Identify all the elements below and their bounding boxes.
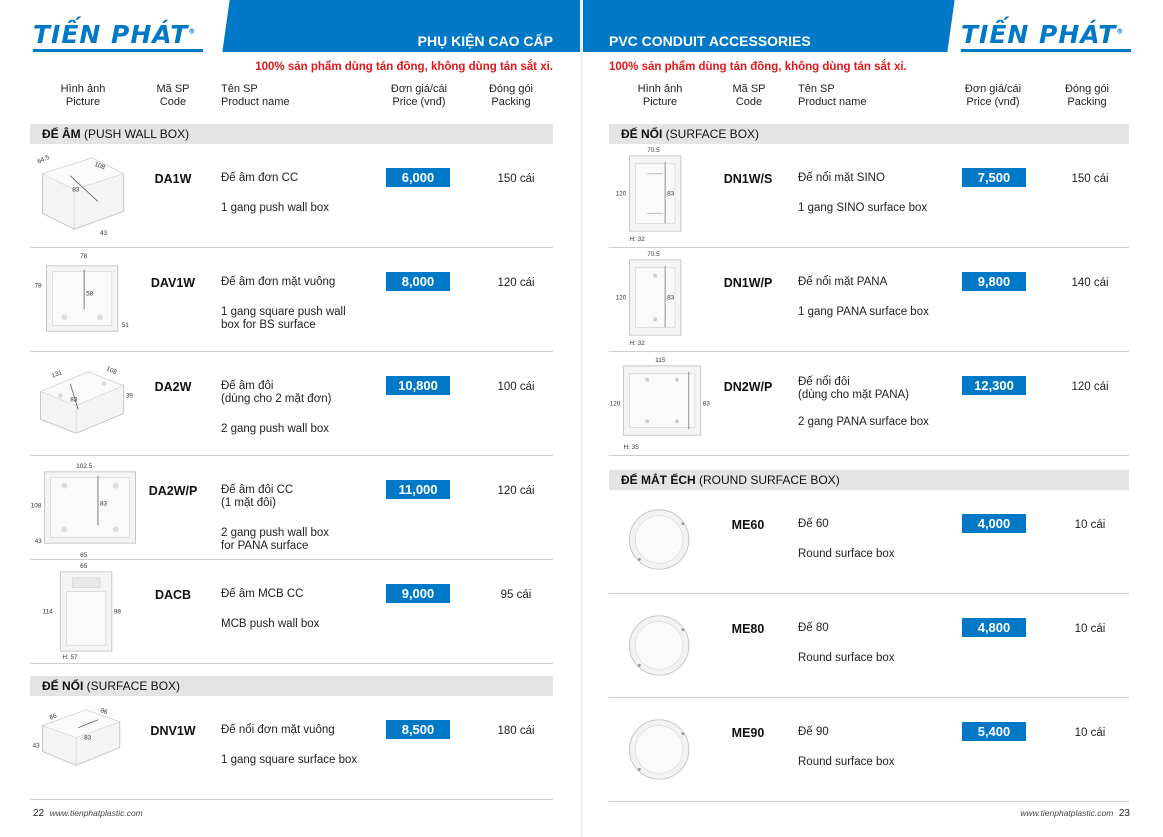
- svg-text:86: 86: [99, 707, 109, 717]
- product-name-en: 1 gang push wall box: [221, 202, 330, 214]
- table-row: [609, 698, 1129, 802]
- price-badge: 4,800: [962, 618, 1026, 637]
- product-name-en: 2 gang push wall box: [221, 423, 330, 435]
- col-header-packing: Đóng gói Packing: [1064, 83, 1110, 108]
- product-name: Đế 90: [798, 726, 829, 738]
- product-name-en: 1 gang square push wall box for BS surface: [221, 306, 346, 331]
- svg-text:58: 58: [86, 290, 94, 298]
- svg-text:64.5: 64.5: [36, 153, 51, 166]
- right-page: [583, 0, 1163, 837]
- product-code: DN1W/P: [723, 276, 773, 290]
- packing-qty: 150 cái: [497, 173, 535, 185]
- svg-text:39: 39: [125, 392, 133, 400]
- price-badge: 11,000: [386, 480, 450, 499]
- product-image: [30, 352, 160, 455]
- svg-text:108: 108: [93, 161, 106, 172]
- price-badge: 7,500: [962, 168, 1026, 187]
- product-name-en: 2 gang push wall box for PANA surface: [221, 527, 330, 552]
- price-badge: 4,000: [962, 514, 1026, 533]
- page-number: 22: [33, 808, 45, 819]
- page-header: [0, 0, 580, 52]
- product-name-en: MCB push wall box: [221, 618, 320, 630]
- subtitle-note: 100% sản phẩm dùng tán đồng, không dùng tán sắt xi.: [609, 61, 907, 73]
- product-name: Đế nổi đôi (dùng cho mặt PANA): [798, 376, 910, 401]
- svg-text:78: 78: [80, 252, 88, 260]
- packing-qty: 180 cái: [497, 725, 535, 737]
- product-image: [609, 594, 739, 697]
- price-badge: 9,800: [962, 272, 1026, 291]
- packing-qty: 150 cái: [1071, 173, 1109, 185]
- product-name: Đế âm đơn CC: [221, 172, 299, 184]
- product-code: DACB: [154, 588, 192, 602]
- table-row: [609, 352, 1129, 456]
- product-name: Đế nổi đơn mặt vuông: [221, 724, 335, 736]
- table-row: [30, 456, 553, 560]
- price-badge: 8,500: [386, 720, 450, 739]
- price-badge: 9,000: [386, 584, 450, 603]
- table-row: [609, 594, 1129, 698]
- svg-text:83: 83: [84, 734, 92, 742]
- page-number: 23: [1118, 808, 1130, 819]
- packing-qty: 120 cái: [497, 485, 535, 497]
- price-badge: 10,800: [386, 376, 450, 395]
- packing-qty: 95 cái: [500, 589, 532, 601]
- product-code: DN2W/P: [723, 380, 773, 394]
- product-image: [30, 248, 160, 351]
- section-surface-box: ĐẾ NỔI (SURFACE BOX): [30, 676, 553, 696]
- svg-text:70.5: 70.5: [647, 250, 660, 258]
- product-image: [609, 248, 739, 351]
- product-code: DNV1W: [150, 724, 196, 738]
- table-row: [30, 352, 553, 456]
- svg-text:120: 120: [609, 400, 621, 408]
- website-link[interactable]: www.tienphatplastic.com: [1020, 808, 1114, 818]
- svg-text:43: 43: [99, 230, 108, 238]
- product-name-en: Round surface box: [798, 756, 895, 768]
- price-badge: 6,000: [386, 168, 450, 187]
- svg-text:78: 78: [34, 282, 42, 290]
- product-name: Đế âm MCB CC: [221, 588, 304, 600]
- subtitle-note: 100% sản phẩm dùng tán đồng, không dùng tán sắt xi.: [255, 61, 553, 73]
- col-header-price: Đơn giá/cái Price (vnđ): [390, 83, 448, 108]
- price-badge: 12,300: [962, 376, 1026, 395]
- svg-text:H: 32: H: 32: [629, 340, 645, 348]
- header-title: PHỤ KIỆN CAO CẤP: [417, 33, 553, 49]
- header-title: PVC CONDUIT ACCESSORIES: [609, 33, 811, 49]
- product-name: Đế nổi mặt SINO: [798, 172, 885, 184]
- brand-logo: TIẾN PHÁT®: [33, 20, 197, 49]
- product-code: DA2W: [154, 380, 192, 394]
- table-row: [609, 248, 1129, 352]
- col-header-picture: Hình ảnh Picture: [60, 83, 106, 108]
- svg-text:115: 115: [655, 356, 666, 364]
- svg-text:98: 98: [113, 608, 121, 616]
- table-row: [609, 490, 1129, 594]
- product-code: DA1W: [154, 172, 192, 186]
- col-header-packing: Đóng gói Packing: [488, 83, 534, 108]
- section-surface-box: ĐẾ NỔI (SURFACE BOX): [609, 124, 1129, 144]
- col-header-picture: Hình ảnh Picture: [637, 83, 683, 108]
- col-header-code: Mã SP Code: [732, 83, 766, 108]
- svg-text:65: 65: [80, 552, 88, 559]
- table-row: [609, 144, 1129, 248]
- col-header-name: Tên SP Product name: [798, 83, 867, 108]
- col-header-price: Đơn giá/cái Price (vnđ): [964, 83, 1022, 108]
- svg-text:83: 83: [99, 500, 108, 508]
- product-name-en: 1 gang square surface box: [221, 754, 358, 766]
- price-badge: 5,400: [962, 722, 1026, 741]
- svg-text:43: 43: [34, 538, 42, 546]
- product-code: ME80: [731, 622, 765, 636]
- product-code: ME90: [731, 726, 765, 740]
- product-name-en: Round surface box: [798, 548, 895, 560]
- svg-text:83: 83: [667, 190, 675, 198]
- section-round-surface-box: ĐẾ MẮT ẾCH (ROUND SURFACE BOX): [609, 470, 1129, 490]
- left-page: [0, 0, 580, 837]
- product-code: DN1W/S: [723, 172, 773, 186]
- website-link[interactable]: www.tienphatplastic.com: [49, 808, 143, 818]
- page-footer: [33, 808, 143, 819]
- product-code: DAV1W: [150, 276, 196, 290]
- product-image: [609, 490, 739, 593]
- svg-text:131: 131: [50, 369, 64, 380]
- packing-qty: 140 cái: [1071, 277, 1109, 289]
- product-image: [609, 698, 739, 801]
- packing-qty: 120 cái: [1071, 381, 1109, 393]
- page-header: [583, 0, 1163, 52]
- table-row: [30, 144, 553, 248]
- svg-text:108: 108: [105, 365, 118, 377]
- product-image: [609, 352, 739, 455]
- svg-text:H: 57: H: 57: [62, 654, 78, 662]
- product-name: Đế âm đôi (dùng cho 2 mặt đơn): [221, 380, 332, 405]
- svg-text:65: 65: [80, 562, 88, 570]
- svg-text:108: 108: [30, 502, 42, 510]
- page-footer: [1020, 808, 1130, 819]
- product-code: DA2W/P: [148, 484, 198, 498]
- svg-text:70.5: 70.5: [647, 146, 660, 154]
- svg-text:51: 51: [121, 322, 129, 330]
- svg-text:H: 35: H: 35: [623, 444, 639, 452]
- price-badge: 8,000: [386, 272, 450, 291]
- packing-qty: 10 cái: [1074, 727, 1106, 739]
- svg-text:43: 43: [32, 742, 40, 750]
- product-name: Đế nổi mặt PANA: [798, 276, 888, 288]
- product-image: [30, 696, 160, 799]
- product-code: ME60: [731, 518, 765, 532]
- product-image: [30, 456, 160, 559]
- section-push-wall-box: ĐẾ ÂM (PUSH WALL BOX): [30, 124, 553, 144]
- product-image: [30, 560, 160, 663]
- product-image: [609, 144, 739, 247]
- table-row: [30, 248, 553, 352]
- svg-text:H: 32: H: 32: [629, 236, 645, 244]
- product-image: [30, 144, 160, 247]
- svg-text:102.5: 102.5: [76, 462, 93, 470]
- product-name-en: 1 gang SINO surface box: [798, 202, 928, 214]
- product-name-en: Round surface box: [798, 652, 895, 664]
- col-header-code: Mã SP Code: [156, 83, 190, 108]
- svg-text:120: 120: [615, 190, 627, 198]
- product-name-en: 1 gang PANA surface box: [798, 306, 929, 318]
- svg-text:114: 114: [42, 608, 53, 616]
- table-row: [30, 696, 553, 800]
- svg-text:83: 83: [667, 294, 675, 302]
- product-name: Đế âm đơn mặt vuông: [221, 276, 336, 288]
- svg-text:83: 83: [72, 186, 80, 194]
- packing-qty: 10 cái: [1074, 519, 1106, 531]
- col-header-name: Tên SP Product name: [221, 83, 290, 108]
- svg-text:120: 120: [615, 294, 627, 302]
- product-name: Đế 60: [798, 518, 829, 530]
- svg-text:86: 86: [48, 712, 58, 722]
- brand-logo: TIẾN PHÁT®: [961, 20, 1125, 49]
- product-name-en: 2 gang PANA surface box: [798, 416, 929, 428]
- svg-text:83: 83: [702, 400, 710, 408]
- packing-qty: 100 cái: [497, 381, 535, 393]
- packing-qty: 10 cái: [1074, 623, 1106, 635]
- product-name: Đế 80: [798, 622, 829, 634]
- table-row: [30, 560, 553, 664]
- product-name: Đế âm đôi CC (1 mặt đôi): [221, 484, 294, 509]
- svg-text:83: 83: [70, 396, 78, 404]
- packing-qty: 120 cái: [497, 277, 535, 289]
